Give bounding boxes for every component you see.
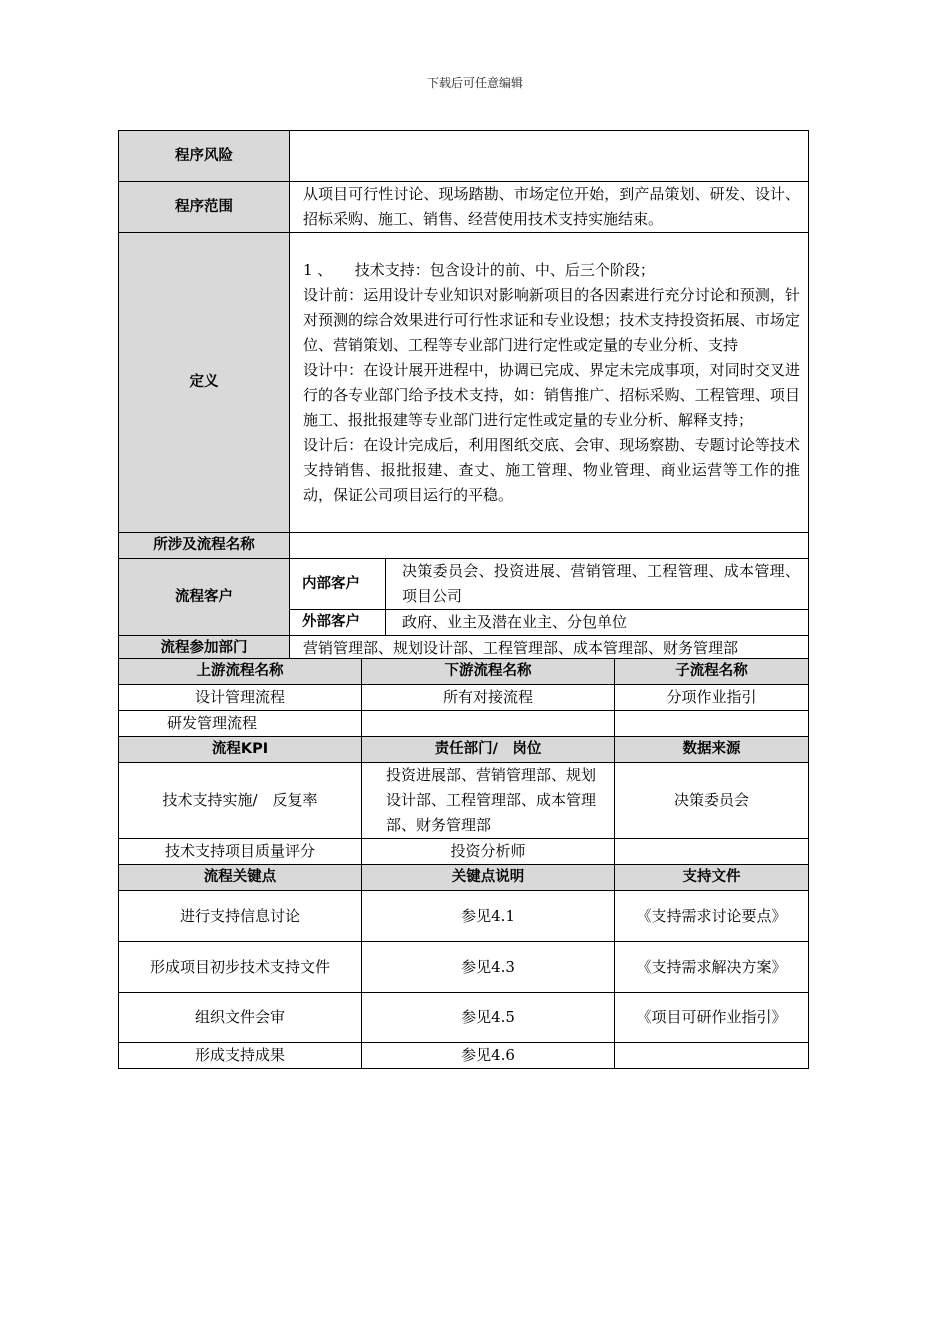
subprocess-header: 子流程名称 (615, 659, 809, 685)
external-customer-value: 政府、业主及潜在业主、分包单位 (386, 610, 809, 636)
process-name-label: 所涉及流程名称 (119, 533, 290, 559)
kpi-header: 流程KPI (119, 737, 362, 763)
scope-label: 程序范围 (119, 182, 290, 233)
table-row (119, 993, 809, 1043)
internal-customer-label: 内部客户 (290, 559, 386, 610)
internal-customer-value: 决策委员会、投资进展、营销管理、工程管理、成本管理、项目公司 (386, 559, 809, 610)
table-cell: 进行支持信息讨论 (119, 891, 362, 942)
scope-value: 从项目可行性讨论、现场踏勘、市场定位开始，到产品策划、研发、设计、招标采购、施工、销售、经营使用技术支持实施结束。 (290, 182, 809, 233)
customer-label: 流程客户 (119, 559, 290, 636)
definition-para: 设计后：在设计完成后，利用图纸交底、会审、现场察勘、专题讨论等技术支持销售、报批报建、查丈、施工管理、物业管理、商业运营等工作的推动，保证公司项目运行的平稳。 (303, 435, 800, 504)
definition-para: 设计前：运用设计专业知识对影响新项目的各因素进行充分讨论和预测，针对预测的综合效果进行可行性求证和专业设想；技术支持投资拓展、市场定位、营销策划、工程等专业部门进行定性或定量的专业分析、支持 (303, 285, 800, 354)
risk-label: 程序风险 (119, 131, 290, 182)
dept-value: 营销管理部、规划设计部、工程管理部、成本管理部、财务管理部 (290, 636, 809, 662)
external-customer-label: 外部客户 (290, 610, 386, 636)
keypoint-desc-header: 关键点说明 (362, 865, 615, 891)
definition-para: 设计中：在设计展开进程中，协调已完成、界定未完成事项，对同时交叉进行的各专业部门给予技术支持，如：销售推广、招标采购、工程管理、项目施工、报批报建等专业部门进行定性或定量的专业分析、解释支持； (303, 360, 800, 429)
table-cell (615, 1043, 809, 1069)
risk-value (290, 131, 809, 182)
data-source-header: 数据来源 (615, 737, 809, 763)
table-cell: 技术支持项目质量评分 (119, 839, 362, 865)
table-cell: 参见4.5 (362, 993, 615, 1043)
table-row (119, 891, 809, 942)
table-row (119, 942, 809, 993)
table-cell: 《支持需求讨论要点》 (615, 891, 809, 942)
definition-label: 定义 (119, 233, 290, 533)
table-cell: 技术支持实施/ 反复率 (119, 763, 362, 839)
definition-value (290, 233, 809, 533)
page-header: 下载后可任意编辑 (426, 76, 523, 90)
table-cell: 研发管理流程 (119, 711, 362, 737)
table-cell (615, 711, 809, 737)
table-cell: 设计管理流程 (119, 685, 362, 711)
table-cell (615, 839, 809, 865)
table-cell: 参见4.6 (362, 1043, 615, 1069)
table-cell: 参见4.1 (362, 891, 615, 942)
table-cell: 形成项目初步技术支持文件 (119, 942, 362, 993)
keypoint-header: 流程关键点 (119, 865, 362, 891)
table-cell: 投资分析师 (362, 839, 615, 865)
table-cell: 所有对接流程 (362, 685, 615, 711)
downstream-header: 下游流程名称 (362, 659, 615, 685)
table-cell: 《支持需求解决方案》 (615, 942, 809, 993)
definition-para: 1 、 技术支持：包含设计的前、中、后三个阶段； (303, 260, 655, 279)
table-row (119, 763, 809, 839)
table-cell: 参见4.3 (362, 942, 615, 993)
info-table (118, 130, 809, 662)
upstream-header: 上游流程名称 (119, 659, 362, 685)
table-row (119, 839, 809, 865)
table-cell (362, 711, 615, 737)
table-row (119, 1043, 809, 1069)
table-cell: 组织文件会审 (119, 993, 362, 1043)
table-row (119, 685, 809, 711)
table-cell: 形成支持成果 (119, 1043, 362, 1069)
table-cell: 决策委员会 (615, 763, 809, 839)
table-cell: 《项目可研作业指引》 (615, 993, 809, 1043)
process-table (118, 658, 809, 1069)
table-cell: 分项作业指引 (615, 685, 809, 711)
table-row (119, 711, 809, 737)
table-cell: 投资进展部、营销管理部、规划设计部、工程管理部、成本管理部、财务管理部 (362, 763, 615, 839)
support-doc-header: 支持文件 (615, 865, 809, 891)
responsible-header: 责任部门/ 岗位 (362, 737, 615, 763)
dept-label: 流程参加部门 (119, 636, 290, 662)
process-name-value (290, 533, 809, 559)
